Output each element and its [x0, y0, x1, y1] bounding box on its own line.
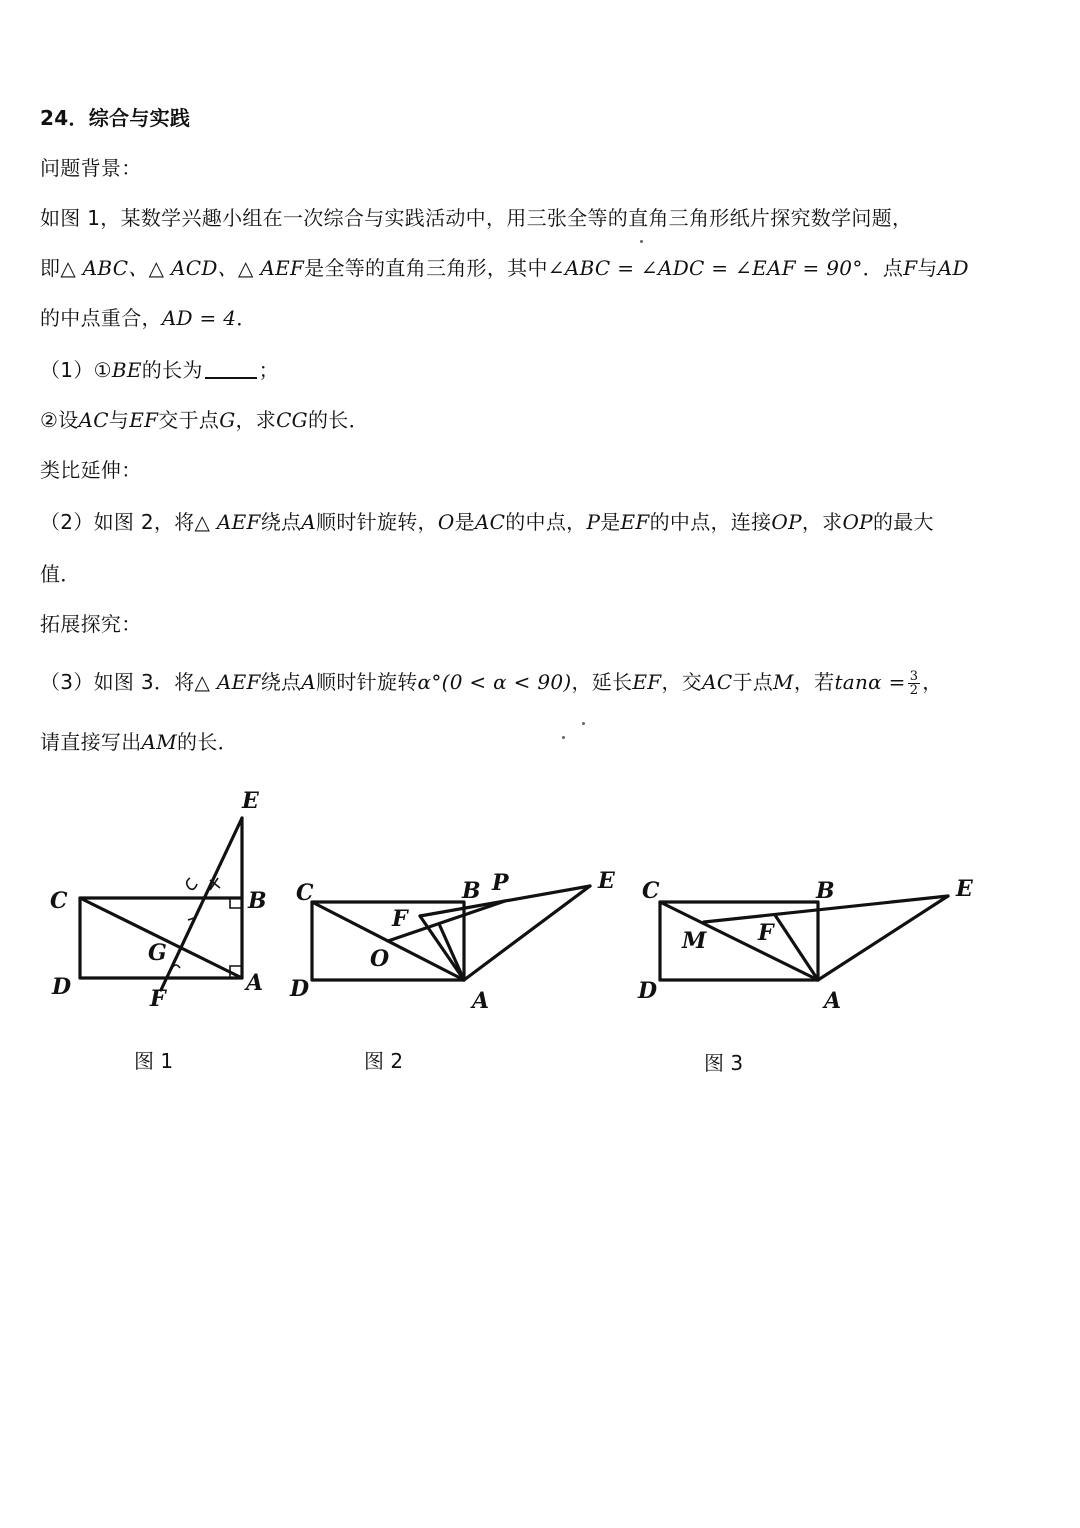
- text-run: （2）如图 2，将: [40, 510, 195, 534]
- figure-1: [40, 780, 280, 1080]
- math-run: ∠ABC = ∠ADC = ∠EAF = 90°: [547, 256, 863, 280]
- fig2-label-b: B: [462, 878, 481, 904]
- math-run: AC: [78, 408, 109, 432]
- fraction-denominator: 2: [909, 683, 919, 698]
- question-3-line-2: [40, 728, 238, 756]
- fig2-label-f: F: [392, 906, 408, 932]
- fig1-label-b: B: [248, 888, 267, 914]
- fig1-label-c: C: [50, 888, 68, 914]
- math-run: EF: [129, 408, 159, 432]
- math-run: EF: [620, 510, 650, 534]
- scan-speck: [640, 240, 643, 243]
- text-run: 于点: [732, 670, 774, 694]
- fig3-label-e: E: [956, 876, 973, 902]
- question-2-line-1: [40, 508, 934, 536]
- fig2-label-p: P: [492, 870, 509, 896]
- text-run: ，若: [793, 670, 835, 694]
- math-run: O: [437, 510, 455, 534]
- text-run: 的最大: [872, 510, 934, 534]
- fig2-label-c: C: [296, 880, 314, 906]
- fig3-label-d: D: [638, 978, 658, 1004]
- math-run: BE: [111, 358, 142, 382]
- figure-2: [280, 840, 640, 1080]
- text-run: 顺时针旋转: [316, 670, 418, 694]
- math-run: OP: [771, 510, 802, 534]
- math-run: A: [301, 510, 317, 534]
- fig3-label-a: A: [824, 988, 842, 1014]
- background-line-1: 如图 1，某数学兴趣小组在一次综合与实践活动中，用三张全等的直角三角形纸片探究数学问题，: [40, 206, 913, 230]
- fig2-caption: 图 2: [364, 1049, 404, 1073]
- fraction: [908, 670, 921, 697]
- fig2-label-a: A: [472, 988, 490, 1014]
- question-1-part-1: [40, 356, 279, 384]
- text-run: 是全等的直角三角形，其中: [304, 256, 548, 280]
- text-run: 是: [600, 510, 621, 534]
- math-run: AD: [937, 256, 969, 280]
- math-run: A: [301, 670, 317, 694]
- math-run: OP: [842, 510, 873, 534]
- text-run: 绕点: [260, 670, 302, 694]
- text-run: 绕点: [260, 510, 302, 534]
- text-run: 与: [917, 256, 938, 280]
- fig1-caption: 图 1: [134, 1049, 174, 1073]
- section-extension-title: 拓展探究：: [40, 612, 142, 636]
- text-run: ②设: [40, 408, 79, 432]
- background-line-3: [40, 304, 257, 332]
- math-run: EF: [632, 670, 662, 694]
- text-run: ．点: [862, 256, 904, 280]
- answer-blank[interactable]: [205, 377, 257, 379]
- text-run: 交于点: [158, 408, 220, 432]
- math-run: △ AEF: [194, 670, 261, 694]
- text-run: ．: [236, 306, 257, 330]
- fig3-label-f: F: [758, 920, 774, 946]
- text-run: 的中点，连接: [649, 510, 772, 534]
- background-line-2: [40, 254, 969, 282]
- text-run: 的长．: [307, 408, 369, 432]
- math-run: P: [586, 510, 601, 534]
- text-run: 的中点，: [505, 510, 587, 534]
- math-run: F: [903, 256, 918, 280]
- text-run: ；: [258, 358, 279, 382]
- math-run: AD = 4: [161, 306, 237, 330]
- math-run: M: [773, 670, 794, 694]
- math-run: AM: [141, 730, 178, 754]
- fig3-label-b: B: [816, 878, 835, 904]
- fig2-label-e: E: [598, 868, 615, 894]
- text-run: 请直接写出: [40, 730, 142, 754]
- question-1-part-2: [40, 406, 369, 434]
- figure-3: [630, 840, 990, 1080]
- angle-mark-g: [172, 965, 180, 968]
- math-run: tanα =: [834, 670, 906, 694]
- section-analogy-title: 类比延伸：: [40, 458, 142, 482]
- figure-2-lines: [312, 886, 590, 980]
- math-run: △ ABC、△ ACD、△ AEF: [60, 256, 305, 280]
- fig1-label-f: F: [150, 986, 166, 1012]
- segment-ae: [464, 886, 590, 980]
- text-run: 的长为: [141, 358, 203, 382]
- text-run: 与: [108, 408, 130, 432]
- fig3-caption: 图 3: [704, 1051, 744, 1075]
- math-run: AC: [702, 670, 733, 694]
- fig1-label-a: A: [246, 970, 264, 996]
- text-run: ，延长: [571, 670, 633, 694]
- text-run: 的中点重合，: [40, 306, 162, 330]
- math-run: △ AEF: [194, 510, 261, 534]
- fraction-numerator: 3: [909, 669, 919, 684]
- fig2-label-d: D: [290, 976, 310, 1002]
- text-run: （1）①: [40, 358, 112, 382]
- text-run: 的长．: [177, 730, 238, 754]
- math-run: G: [219, 408, 236, 432]
- section-background-title: 问题背景：: [40, 156, 142, 180]
- text-run: 是: [454, 510, 475, 534]
- scan-speck: [582, 722, 585, 725]
- text-run: ，: [922, 670, 943, 694]
- angle-mark-circle: [187, 878, 197, 889]
- fig1-label-e: E: [242, 788, 259, 814]
- question-2-line-2: 值．: [40, 562, 81, 586]
- math-run: CG: [276, 408, 308, 432]
- text-run: ，求: [235, 408, 277, 432]
- text-run: （3）如图 3．将: [40, 670, 195, 694]
- fig1-label-d: D: [52, 974, 72, 1000]
- fig2-label-o: O: [370, 946, 390, 972]
- scan-speck: [562, 736, 565, 739]
- text-run: ，交: [661, 670, 703, 694]
- text-run: 顺时针旋转，: [316, 510, 438, 534]
- fig3-label-m: M: [682, 928, 707, 954]
- question-3-line-1: [40, 668, 943, 697]
- problem-heading: 24．综合与实践: [40, 106, 191, 130]
- fig1-label-g: G: [148, 940, 167, 966]
- fig3-label-c: C: [642, 878, 660, 904]
- diagonal-ca: [80, 898, 242, 978]
- math-run: α°(0 < α < 90): [417, 670, 572, 694]
- text-run: ，求: [801, 510, 843, 534]
- math-run: AC: [474, 510, 506, 534]
- text-run: 即: [40, 256, 61, 280]
